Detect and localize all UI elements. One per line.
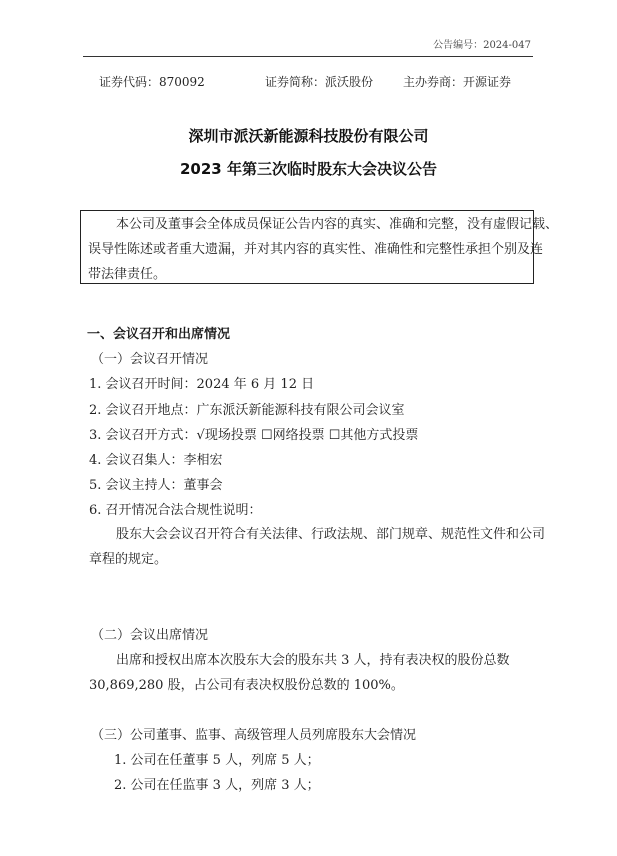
meeting-time: 1. 会议召开时间：2024 年 6 月 12 日	[89, 377, 315, 392]
security-code: 证券代码：870092	[99, 75, 205, 89]
compliance-text: 股东大会会议召开符合有关法律、行政法规、部门规章、规范性文件和公司	[116, 527, 546, 542]
attendance-text: 30,869,280 股，占公司有表决权股份总数的 100%。	[89, 678, 404, 693]
lead-broker: 主办券商：开源证券	[403, 75, 512, 89]
meeting-convener: 4. 会议召集人：李相宏	[89, 453, 223, 468]
attendance-text: 出席和授权出席本次股东大会的股东共 3 人，持有表决权的股份总数	[116, 653, 510, 668]
supervisors-attendance: 2. 公司在任监事 3 人，列席 3 人；	[114, 778, 320, 793]
header-divider	[83, 56, 533, 57]
meeting-host: 5. 会议主持人：董事会	[89, 478, 223, 493]
company-title: 深圳市派沃新能源科技股份有限公司	[188, 127, 429, 145]
disclaimer-line: 本公司及董事会全体成员保证公告内容的真实、准确和完整，没有虚假记载、	[116, 217, 559, 232]
subsection-heading: （一）会议召开情况	[91, 352, 209, 367]
directors-attendance: 1. 公司在任董事 5 人，列席 5 人；	[114, 753, 320, 768]
section-heading: 一、会议召开和出席情况	[87, 327, 231, 342]
security-abbreviation: 证券简称：派沃股份	[265, 75, 374, 89]
compliance-heading: 6. 召开情况合法合规性说明：	[89, 503, 262, 518]
document-number: 公告编号：2024-047	[433, 40, 531, 51]
meeting-method: 3. 会议召开方式：√现场投票 ☐网络投票 ☐其他方式投票	[89, 428, 419, 443]
subsection-heading: （三）公司董事、监事、高级管理人员列席股东大会情况	[91, 728, 417, 743]
compliance-text: 章程的规定。	[89, 552, 168, 567]
meeting-location: 2. 会议召开地点：广东派沃新能源科技有限公司会议室	[89, 403, 405, 418]
disclaimer-line: 带法律责任。	[88, 267, 167, 282]
announcement-title: 2023 年第三次临时股东大会决议公告	[180, 160, 437, 178]
disclaimer-line: 误导性陈述或者重大遗漏，并对其内容的真实性、准确性和完整性承担个别及连	[88, 242, 544, 257]
subsection-heading: （二）会议出席情况	[91, 628, 209, 643]
